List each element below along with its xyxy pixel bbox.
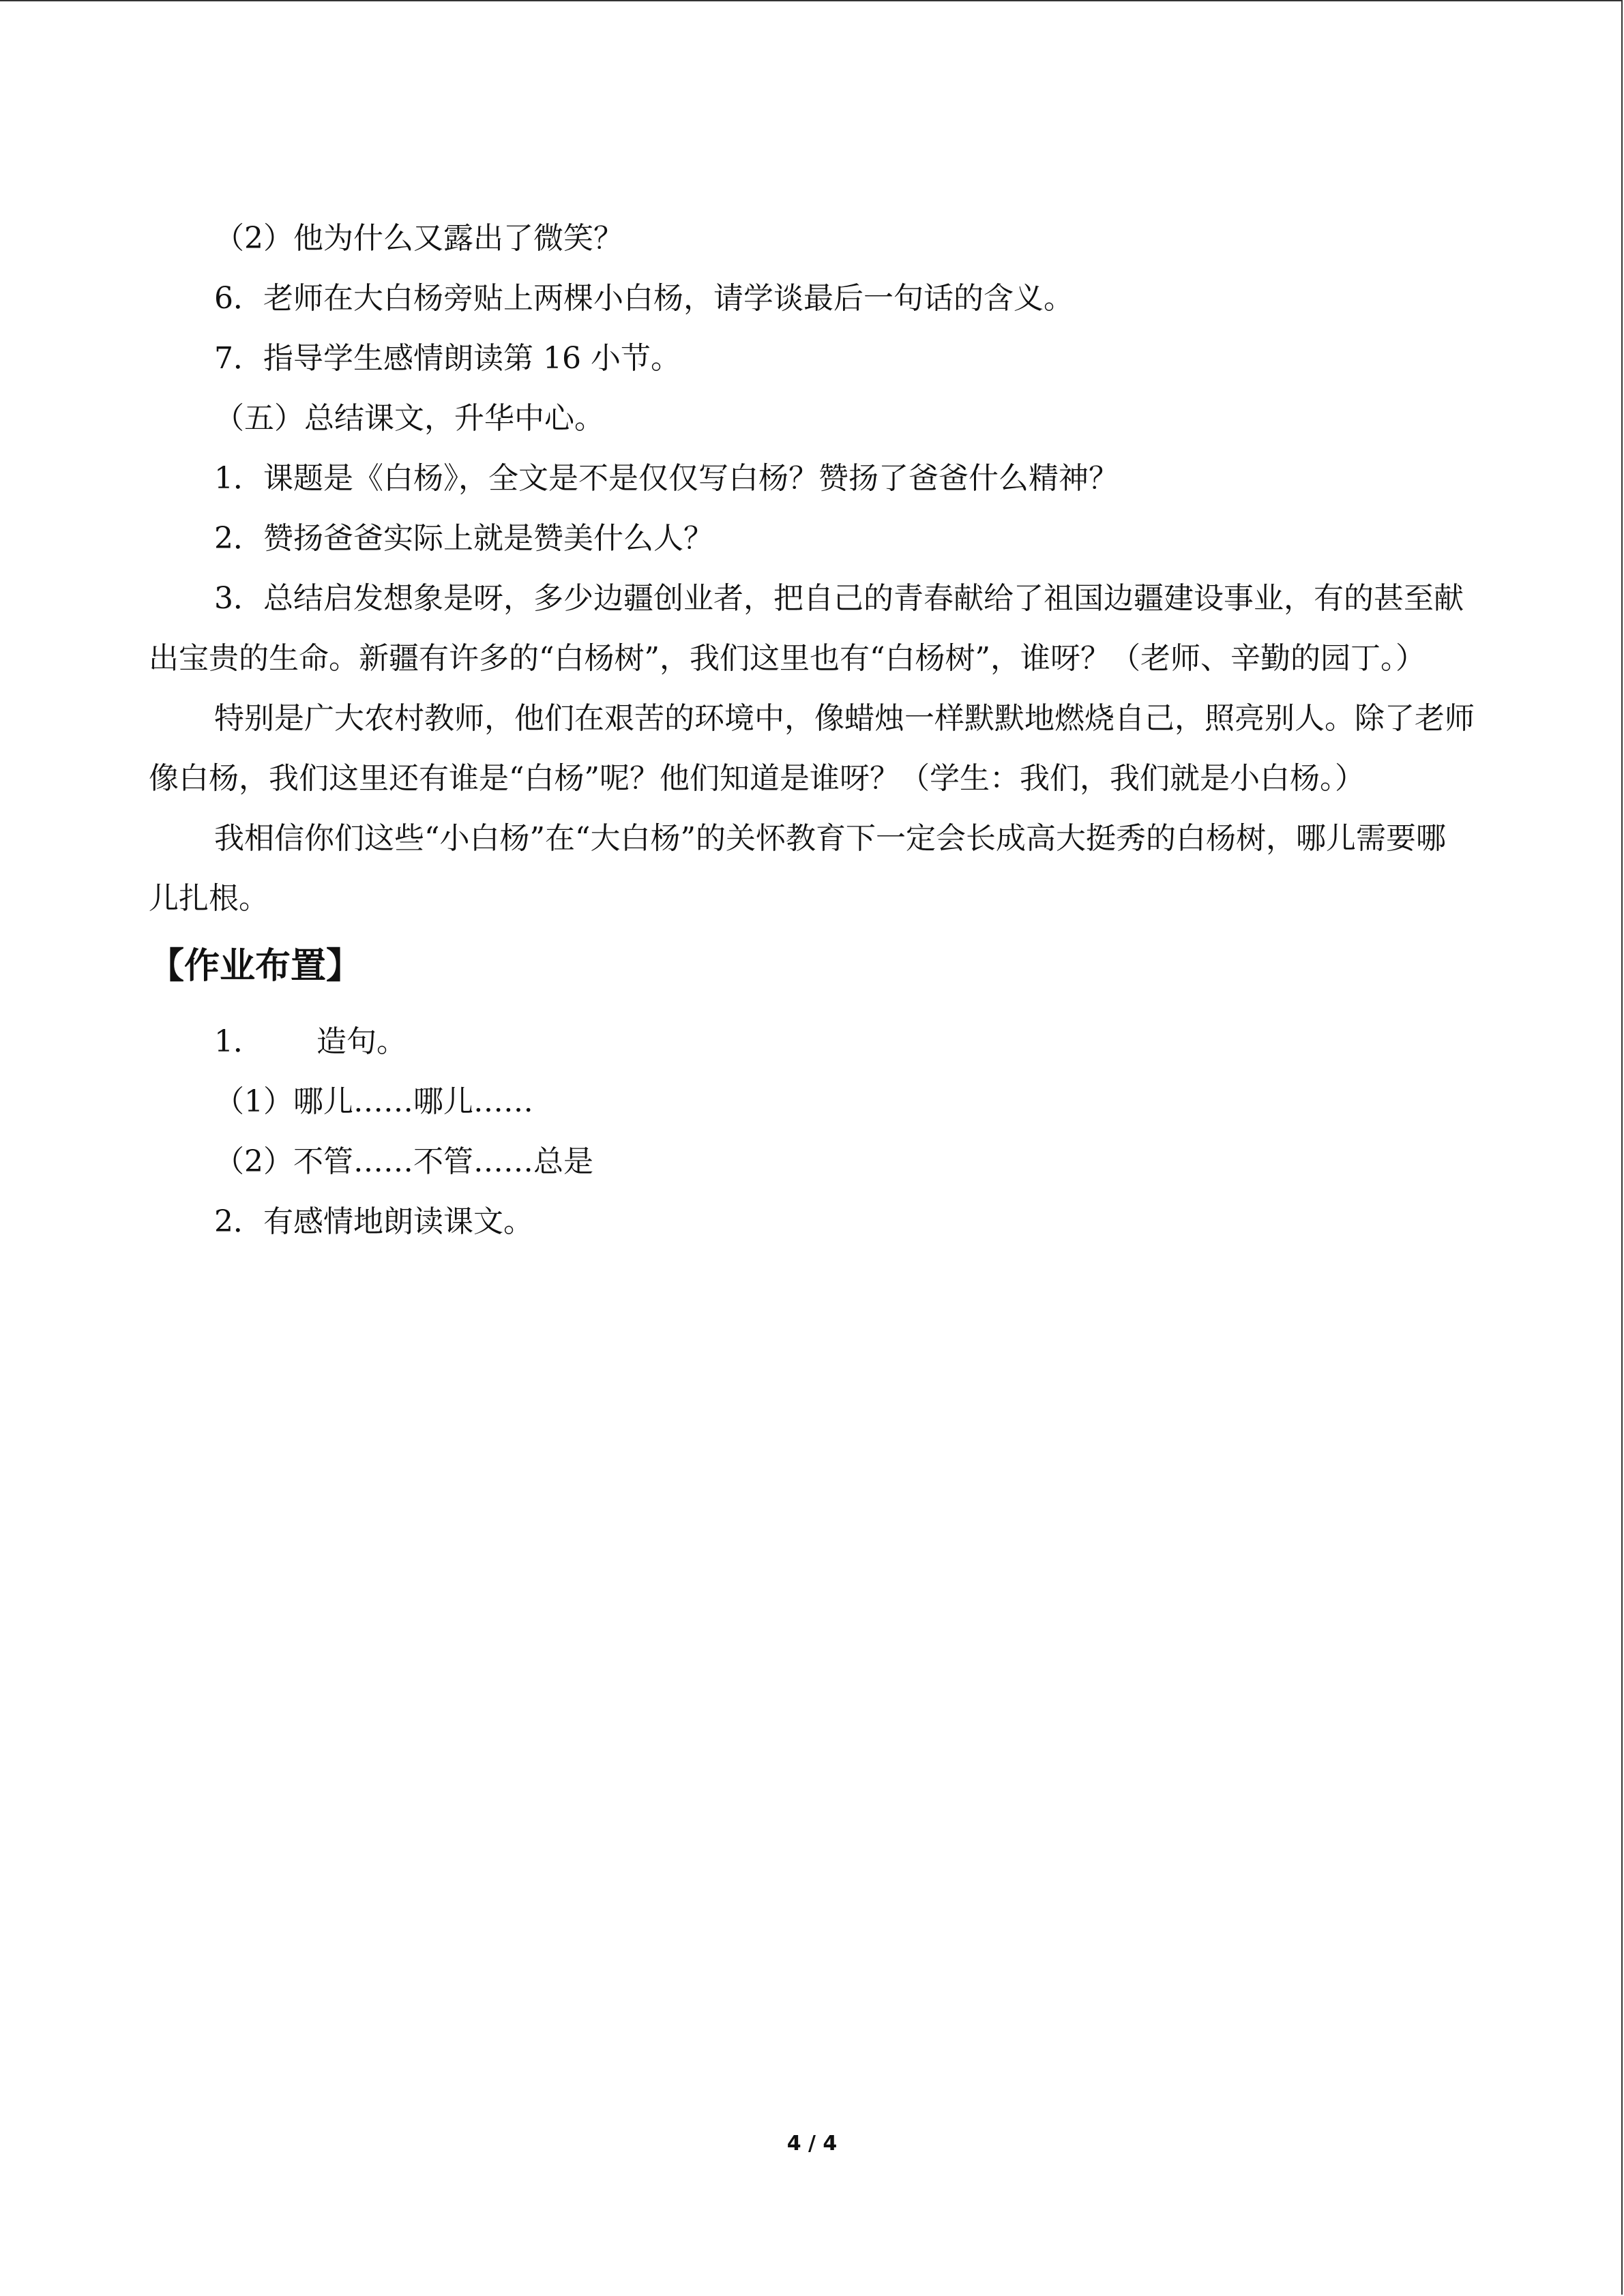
list-number: 1． (214, 1024, 263, 1059)
paragraph: 2．赞扬爸爸实际上就是赞美什么人？ (214, 521, 713, 556)
paragraph: 特别是广大农村教师，他们在艰苦的环境中，像蜡烛一样默默地燃烧自己，照亮别人。除了老师像白杨，我们这里还有谁是“白杨”呢？他们知道是谁呀？（学生：我们，我们就是小白杨。） (149, 701, 1475, 796)
page-number: 4 / 4 (786, 2132, 838, 2156)
paragraph: 7．指导学生感情朗读第 16 小节。 (214, 341, 681, 376)
homework-heading: 【作业布置】 (149, 946, 362, 987)
paragraph: 6．老师在大白杨旁贴上两棵小白杨，请学谈最后一句话的含义。 (214, 281, 1074, 316)
homework-subitem-1: （1）哪儿……哪儿…… (214, 1084, 533, 1119)
paragraph: 我相信你们这些“小白杨”在“大白杨”的关怀教育下一定会长成高大挺秀的白杨树，哪儿需要哪儿扎根。 (149, 821, 1446, 916)
list-item-text: 造句。 (316, 1024, 407, 1059)
homework-list (149, 1012, 1475, 1252)
section-heading: （五）总结课文，升华中心。 (214, 401, 604, 436)
homework-item-1 (149, 1012, 1475, 1072)
paragraph: （2）他为什么又露出了微笑？ (214, 221, 623, 256)
document-body (149, 209, 1475, 1252)
homework-item-2: 2．有感情地朗读课文。 (214, 1204, 533, 1239)
homework-subitem-2: （2）不管……不管……总是 (214, 1144, 593, 1179)
paragraph: 3．总结启发想象是呀，多少边疆创业者，把自己的青春献给了祖国边疆建设事业，有的甚至献出宝贵的生命。新疆有许多的“白杨树”，我们这里也有“白杨树”，谁呀？（老师、辛勤的园丁。） (149, 581, 1464, 676)
paragraph: 1．课题是《白杨》，全文是不是仅仅写白杨？赞扬了爸爸什么精神？ (214, 461, 1119, 496)
